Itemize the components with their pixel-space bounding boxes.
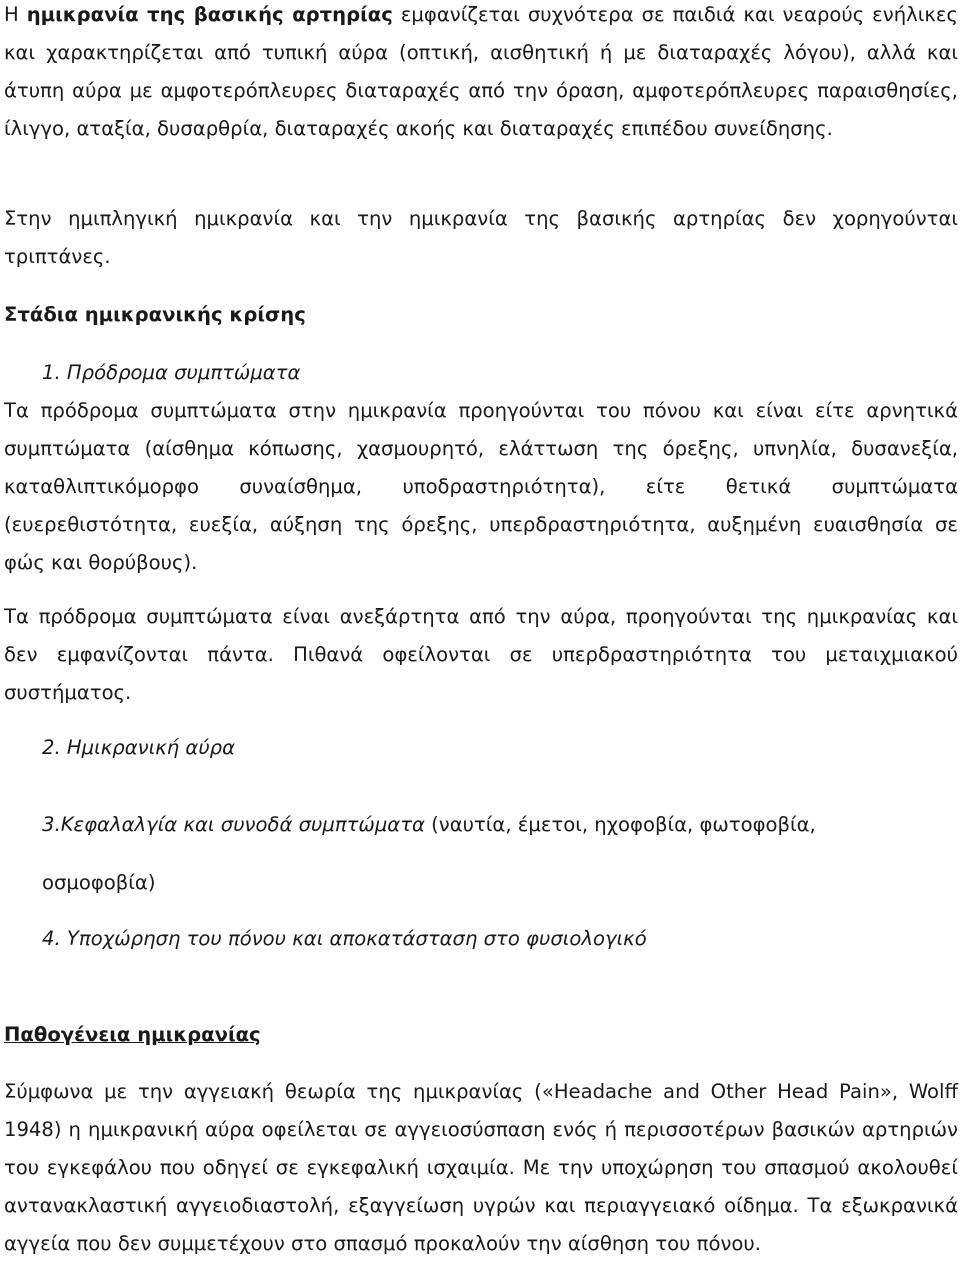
stage-3-line <box>42 806 816 844</box>
paragraph-text: εμφανίζεται συχνότερα σε παιδιά και νεαρούς ενήλικες και χαρακτηρίζεται από τυπική αύρα (οπτική, αισθητική ή με διαταραχές λόγου), αλλά και άτυπη αύρα με αμφοτερόπλευρες διαταραχές από την όραση, αμφοτερόπλευρες παραισθησίες, ίλιγγο, αταξία, δυσαρθρία, διαταραχές ακοής και διαταραχές επιπέδου συνείδησης. <box>4 3 958 140</box>
stage-3-text: (ναυτία, έμετοι, ηχοφοβία, φωτοφοβία, <box>424 813 816 836</box>
paragraph-independent: Τα πρόδρομα συμπτώματα είναι ανεξάρτητα από την αύρα, προηγούνται της ημικρανίας και δεν εμφανίζονται πάντα. Πιθανά οφείλονται σε υπερδραστηριότητα του μεταιχμιακού συστήματος. <box>4 605 958 704</box>
stage-2-title: 2. Ημικρανική αύρα <box>42 736 236 759</box>
paragraph-pathogenesis: Σύμφωνα με την αγγειακή θεωρία της ημικρανίας («Headache and Other Head Pain», Wolff 1948) η ημικρανική αύρα οφείλεται σε αγγειοσύσπαση ενός ή περισσοτέρων βασικών αρτηριών του εγκεφάλου που οδηγεί σε εγκεφαλική ισχαιμία. Με την υποχώρηση του σπασμού ακολουθεί αντανακλαστική αγγειοδιαστολή, εξαγγείωση υγρών και περιαγγειακό οίδημα. Τα εξωκρανικά αγγεία που δεν συμμετέχουν στο σπασμό προκαλούν την αίσθηση του πόνου. <box>4 1080 958 1255</box>
stage-1-title: 1. Πρόδρομα συμπτώματα <box>42 361 301 384</box>
heading-pathogenesis: Παθογένεια ημικρανίας <box>4 1023 261 1046</box>
bold-term: ημικρανία της βασικής αρτηρίας <box>26 3 393 26</box>
heading-stages: Στάδια ημικρανικής κρίσης <box>4 303 306 326</box>
paragraph-basilar-migraine <box>4 0 958 148</box>
paragraph-prefix: Η <box>4 3 27 26</box>
stage-4-title: 4. Υποχώρηση του πόνου και αποκατάσταση στο φυσιολογικό <box>42 927 647 950</box>
stage-3-title: 3.Κεφαλαλγία και συνοδά συμπτώματα <box>42 813 425 836</box>
paragraph-triptans: Στην ημιπληγική ημικρανία και την ημικρανία της βασικής αρτηρίας δεν χορηγούνται τριπτάνες. <box>4 207 958 268</box>
stage-3-continuation: οσμοφοβία) <box>42 871 156 894</box>
paragraph-prodromal: Τα πρόδρομα συμπτώματα στην ημικρανία προηγούνται του πόνου και είναι είτε αρνητικά συμπτώματα (αίσθημα κόπωσης, χασμουρητό, ελάττωση της όρεξης, υπνηλία, δυσανεξία, καταθλιπτικόμορφο συναίσθημα, υποδραστηριότητα), είτε θετικά συμπτώματα (ευερεθιστότητα, ευεξία, αύξηση της όρεξης, υπερδραστηριότητα, αυξημένη ευαισθησία σε φώς και θορύβους). <box>4 399 958 574</box>
